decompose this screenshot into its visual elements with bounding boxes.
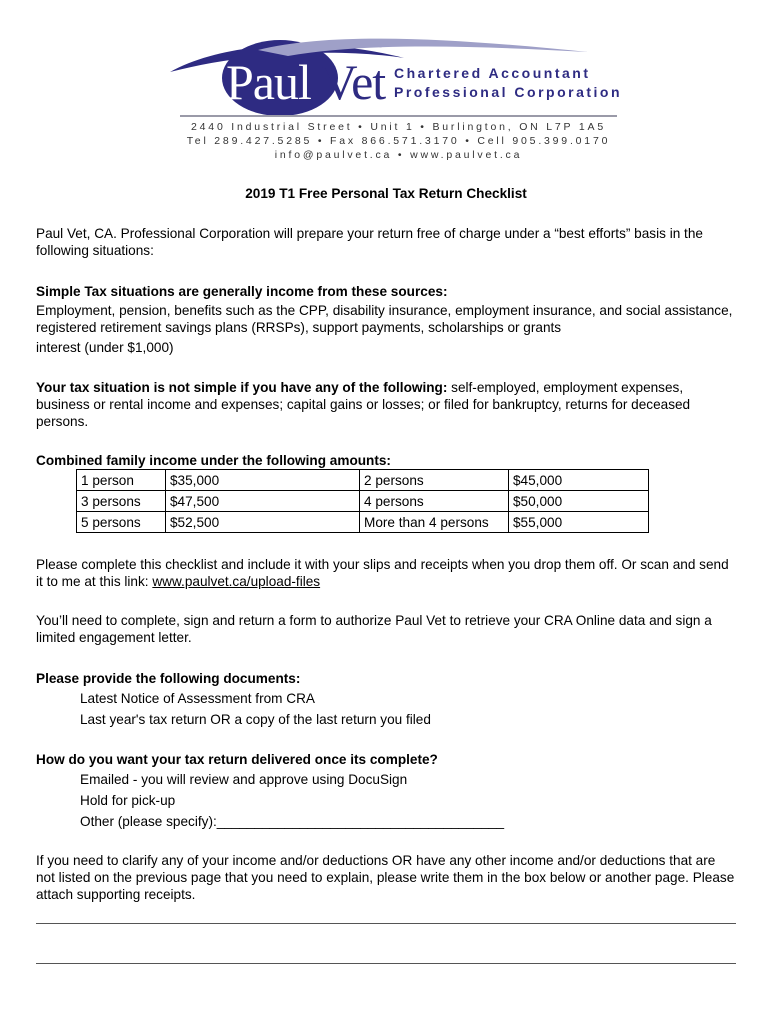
brand-second: Vet <box>321 54 386 110</box>
table-cell: More than 4 persons <box>360 512 509 533</box>
list-item: Hold for pick-up <box>80 793 176 808</box>
list-item: Last year's tax return OR a copy of the last return you filed <box>80 712 431 727</box>
clarify-paragraph: If you need to clarify any of your income and/or deductions OR have any other income and/or deductions that are not listed on the previous page that you need to explain, please write them in the box below or another page. Please attach supporting receipts. <box>36 853 735 902</box>
table-cell: 3 persons <box>77 491 166 512</box>
brand-first: Paul <box>226 54 311 110</box>
brand-tagline <box>394 64 622 102</box>
tagline-line2: Professional Corporation <box>394 84 623 100</box>
web-line: info@paulvet.ca • www.paulvet.ca <box>274 149 523 161</box>
table-row <box>77 491 649 512</box>
address-line: 2440 Industrial Street • Unit 1 • Burlington, ON L7P 1A5 <box>191 121 606 133</box>
income-heading: Combined family income under the following amounts: <box>36 453 391 468</box>
delivery-heading: How do you want your tax return delivered once its complete? <box>36 752 438 767</box>
brand-name <box>226 52 385 112</box>
page-title: 2019 T1 Free Personal Tax Return Checklist <box>245 186 527 201</box>
documents-heading: Please provide the following documents: <box>36 671 301 686</box>
table-cell: $52,500 <box>166 512 360 533</box>
table-cell: $55,000 <box>509 512 649 533</box>
simple-text-interest: interest (under $1,000) <box>36 340 174 355</box>
not-simple-lead: Your tax situation is not simple if you have any of the following: <box>36 380 448 395</box>
table-row <box>77 512 649 533</box>
other-specify-field[interactable]: Other (please specify):______________________________________ <box>80 814 505 829</box>
upload-link[interactable]: www.paulvet.ca/upload-files <box>152 574 321 589</box>
table-cell: $35,000 <box>166 470 360 491</box>
table-cell: $45,000 <box>509 470 649 491</box>
not-simple-paragraph <box>36 379 736 430</box>
simple-heading: Simple Tax situations are generally income from these sources: <box>36 284 448 299</box>
list-item: Latest Notice of Assessment from CRA <box>80 691 315 706</box>
income-table <box>76 469 649 533</box>
phone-line: Tel 289.427.5285 • Fax 866.571.3170 • Cell 905.399.0170 <box>186 135 611 147</box>
not-simple-text: self-employed, employment expenses, business or rental income and expenses; capital gains or losses; or filed for bankruptcy, returns for deceased persons. <box>36 380 691 429</box>
table-cell: 5 persons <box>77 512 166 533</box>
submit-paragraph <box>36 556 736 590</box>
authorize-paragraph: You’ll need to complete, sign and return a form to authorize Paul Vet to retrieve your CRA Online data and sign a limited engagement letter. <box>36 613 712 645</box>
simple-text: Employment, pension, benefits such as the CPP, disability insurance, employment insurance, and social assistance, registered retirement savings plans (RRSPs), support payments, scholarships or grants <box>36 303 733 335</box>
intro-paragraph: Paul Vet, CA. Professional Corporation will prepare your return free of charge under a “best efforts” basis in the following situations: <box>36 226 703 258</box>
table-row <box>77 470 649 491</box>
tagline-line1: Chartered Accountant <box>394 65 591 81</box>
writing-line[interactable] <box>36 963 736 964</box>
submit-text: Please complete this checklist and include it with your slips and receipts when you drop them off. Or scan and send it to me at this link: <box>36 557 729 589</box>
list-item: Emailed - you will review and approve using DocuSign <box>80 772 408 787</box>
table-cell: $47,500 <box>166 491 360 512</box>
letterhead-rule <box>180 115 617 117</box>
table-cell: $50,000 <box>509 491 649 512</box>
letterhead-logo <box>168 36 628 116</box>
table-cell: 4 persons <box>360 491 509 512</box>
writing-line[interactable] <box>36 923 736 924</box>
table-cell: 1 person <box>77 470 166 491</box>
table-cell: 2 persons <box>360 470 509 491</box>
